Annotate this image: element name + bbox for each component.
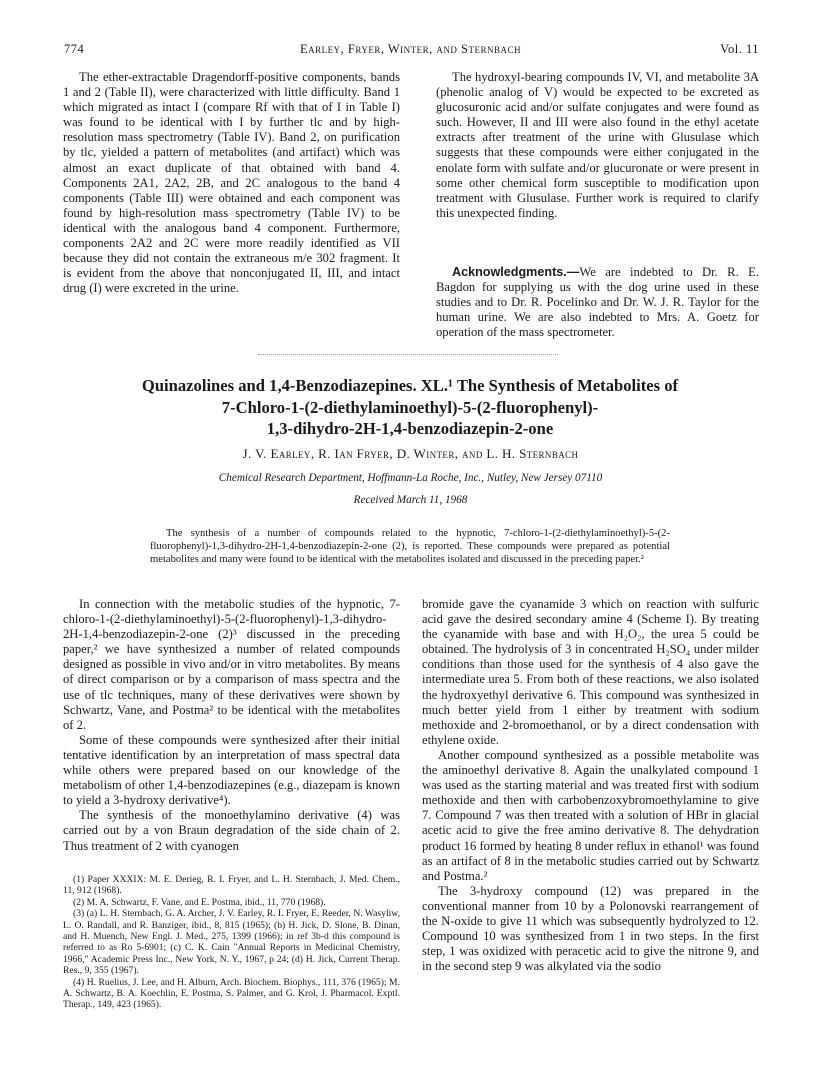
article-divider xyxy=(258,354,558,355)
paragraph: bromide gave the cyanamide 3 which on reaction with sulfuric acid gave the desired secondary amine 4 (Scheme I). By treating the cyanamide with base and with H₂O₂, the urea 5 could be obtained. The hydrolysis of 3 in concentrated H₂SO₄ under milder conditions than those used for the synthesis of 4 also gave the intermediate urea 5. From both of these reactions, we also isolated the hydroxyethyl derivative 6. This compound was synthesized in much better yield from 1 either by treatment with sodium methoxide and 2-bromoethanol, or by a direct condensation with ethylene oxide. xyxy=(422,597,759,747)
footnotes xyxy=(63,874,400,1011)
paragraph: Some of these compounds were synthesized after their initial tentative identification by an interpretation of mass spectral data while others were prepared based on our knowledge of the metabolism of other 1,4-benzodiazepines (e.g., diazepam is known to yield a 3-hydroxy derivative⁴). xyxy=(63,732,400,808)
title-line: Quinazolines and 1,4-Benzodiazepines. XL.¹ The Synthesis of Metabolites of xyxy=(141,376,679,395)
body-left-column xyxy=(63,597,400,854)
footnote: (2) M. A. Schwartz, F. Vane, and E. Postma, ibid., 11, 770 (1968). xyxy=(73,896,326,908)
volume-label: Vol. 11 xyxy=(720,42,759,56)
paragraph: The hydroxyl-bearing compounds IV, VI, and metabolite 3A (phenolic analog of V) would be expected to be excreted as glucosuronic acid and/or sulfate conjugates and were found as such. However, II and III were also found in the ethyl acetate extracts after treatment of the urine with Glusulase which suggests that these compounds were either conjugated in the enolate form with sulfate and/or glucuronate or were present in some other chemical form susceptible to modification upon treatment with Glusulase. Further work is required to clarify this unexpected finding. xyxy=(436,70,759,220)
abstract xyxy=(150,528,670,566)
running-header-authors: Earley, Fryer, Winter, and Sternbach xyxy=(300,42,521,56)
received-date: Received March 11, 1968 xyxy=(353,494,468,506)
paragraph: The 3-hydroxy compound (12) was prepared in the conventional manner from 10 by a Polonovski rearrangement of the N-oxide to give 11 which was subsequently hydrolyzed to 12. Compound 10 was synthesized from 1 in two steps. In the first step, 1 was oxidized with peracetic acid to give the nitrone 9, and in the second step 9 was alkylated via the sodio xyxy=(422,883,759,974)
paragraph: In connection with the metabolic studies of the hypnotic, 7-chloro-1-(2-diethylaminoethyl)-5-(2-fluorophenyl)-1,3-dihydro-2H-1,4-benzodiazepin-2-one (2)³ discussed in the preceding paper,² we have synthesized a number of related compounds designed as possible in vivo and/or in vitro metabolites. By means of direct comparison or by a comparison of mass spectra and the use of tlc techniques, many of these derivatives were shown by Schwartz, Vane, and Postma² to be identical with the metabolites of 2. xyxy=(63,597,400,732)
abstract-text: The synthesis of a number of compounds related to the hypnotic, 7-chloro-1-(2-diethylaminoethyl)-5-(2-fluorophenyl)-1,3-dihydro-2H-1,4-benzodiazepin-2-one (2), is reported. These compounds were prepared as potential metabolites and many were found to be identical with the metabolites isolated and discussed in the preceding paper.² xyxy=(150,528,670,565)
title-line: 7-Chloro-1-(2-diethylaminoethyl)-5-(2-fluorophenyl)- xyxy=(221,397,599,417)
body-right-column xyxy=(422,597,759,974)
article-authors: J. V. Earley, R. Ian Fryer, D. Winter, and L. H. Sternbach xyxy=(242,446,579,461)
acknowledgments-text: We are indebted to Dr. R. E. Bagdon for supplying us with the dog urine used in these studies and to Dr. R. Pocelinko and Dr. W. J. R. Taylor for the human urine. We are also indebted to Mrs. A. Goetz for operation of the mass spectrometer. xyxy=(436,265,759,340)
title-line: 1,3-dihydro-2H-1,4-benzodiazepin-2-one xyxy=(266,419,554,438)
acknowledgments-heading: Acknowledgments.— xyxy=(452,265,580,279)
footnote: (4) H. Ruelius, J. Lee, and H. Alburn, Arch. Biochem. Biophys., 111, 376 (1965); M. A. Schwartz, B. A. Koechlin, E. Postma, S. Palmer, and G. Krol, J. Pharmacol. Exptl. Therap., 149, 423 (1965). xyxy=(63,976,400,1011)
affiliation: Chemical Research Department, Hoffmann-La Roche, Inc., Nutley, New Jersey 07110 xyxy=(218,472,603,484)
acknowledgments xyxy=(436,265,759,340)
previous-article-left-column xyxy=(63,70,400,296)
page-number: 774 xyxy=(64,42,85,56)
article-title xyxy=(60,375,760,440)
paragraph: The synthesis of the monoethylamino derivative (4) was carried out by a von Braun degradation of the side chain of 2. Thus treatment of 2 with cyanogen xyxy=(63,808,400,853)
paragraph: Another compound synthesized as a possible metabolite was the aminoethyl derivative 8. Again the unalkylated compound 1 was used as the starting material and was treated first with sodium methoxide and then with carbobenzoxybromoethylamine to give 7. Compound 7 was then treated with a solution of HBr in glacial acetic acid to give the free amino derivative 8. The dehydration product 16 formed by heating 8 under reflux in ethanol¹ was found as an artifact of 8 in the metabolic studies carried out by Schwartz and Postma.² xyxy=(422,747,759,883)
paragraph: The ether-extractable Dragendorff-positive components, bands 1 and 2 (Table II), were characterized with little difficulty. Band 1 which migrated as intact I (compare Rf with that of I in Table I) was found to be identical with I by further tlc and by high-resolution mass spectrometry (Table IV). Band 2, on purification by tlc, yielded a pattern of metabolites (and artifact) which was almost an exact duplicate of that obtained with band 4. Components 2A1, 2A2, 2B, and 2C analogous to the band 4 components (Table III) were obtained and each component was found by high-resolution mass spectrometry (Table IV) to be identical with the analogous band 4 component. Furthermore, components 2A2 and 2C were more readily identified as VII because they did not contain the extraneous m/e 302 fragment. It is evident from the above that nonconjugated II, III, and intact drug (I) were excreted in the urine. xyxy=(63,70,400,296)
previous-article-right-column xyxy=(436,70,759,221)
footnote: (3) (a) L. H. Sternbach, G. A. Archer, J. V. Earley, R. I. Fryer, E. Reeder, N. Wasyliw, L. O. Randall, and R. Banziger, ibid., 8, 815 (1965); (b) H. Jick, D. Slone, B. Dinan, and H. Muench, New Engl. J. Med., 275, 1399 (1966); in ref 3b-d this compound is referred to as Ro 5-6901; (c) C. K. Cain "Annual Reports in Medicinal Chemistry, 1966," Academic Press Inc., New York, N. Y., 1967, p 24; (d) H. Jick, Current Therap. Res., 9, 355 (1967). xyxy=(63,908,400,977)
footnote: (1) Paper XXXIX: M. E. Derieg, R. I. Fryer, and L. H. Sternbach, J. Med. Chem., 11, 912 (1968). xyxy=(63,874,400,897)
